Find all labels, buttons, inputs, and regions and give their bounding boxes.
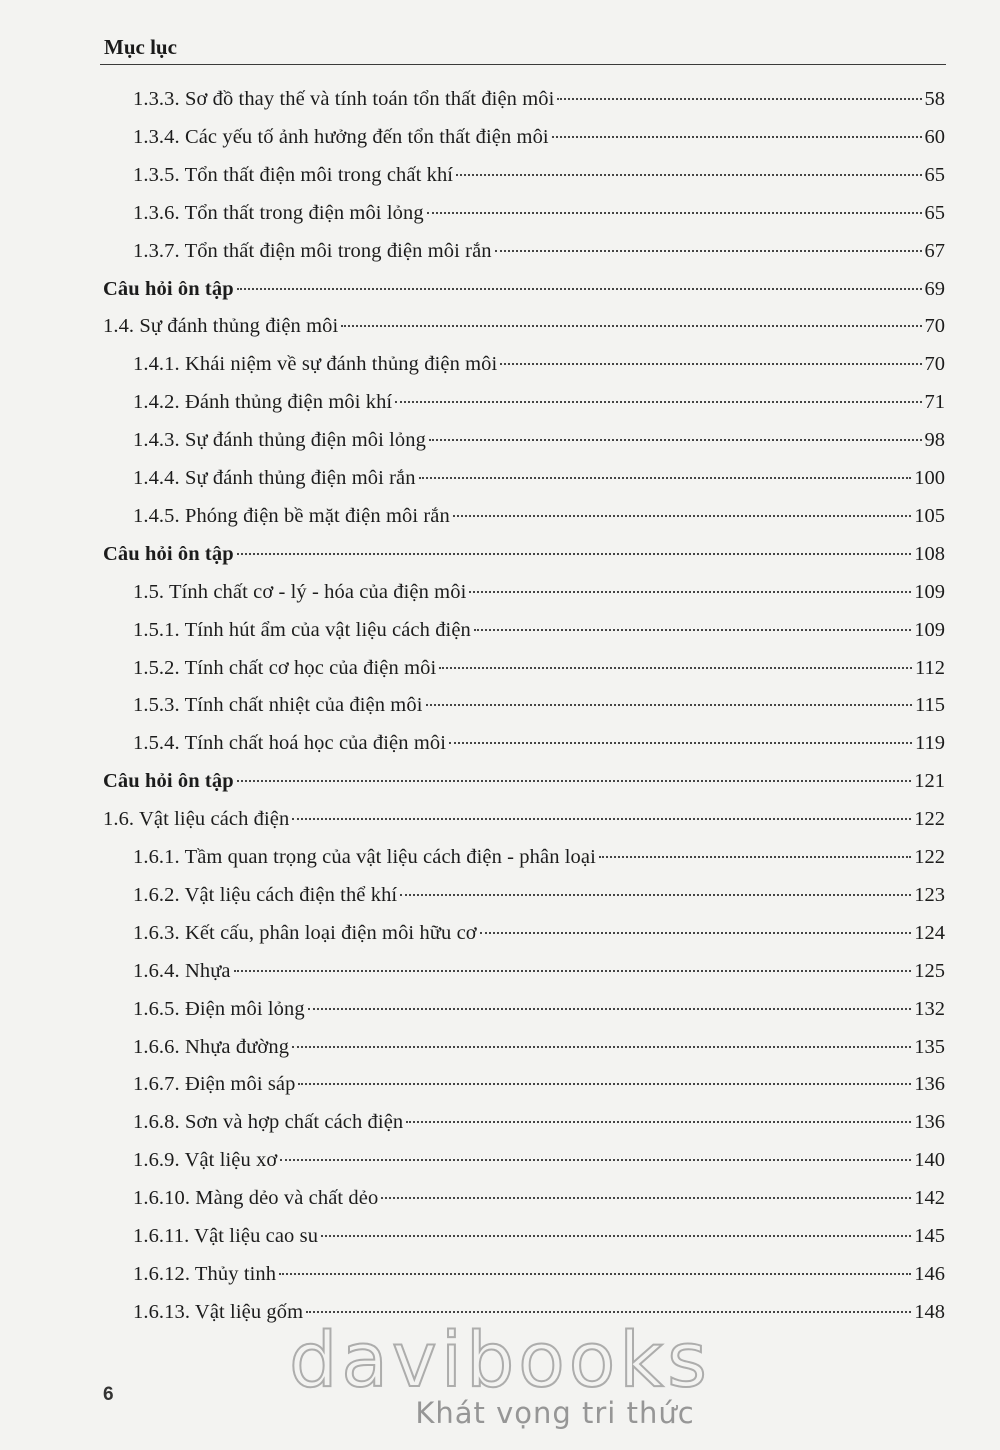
dot-leader	[453, 515, 911, 517]
toc-entry-page: 67	[924, 239, 945, 262]
toc-entry[interactable]	[103, 345, 945, 383]
toc-entry-page: 122	[914, 846, 945, 868]
toc-entry-title: 1.4.3. Sự đánh thủng điện môi lỏng	[133, 429, 426, 452]
dot-leader	[474, 629, 911, 631]
toc-entry-title: 1.4. Sự đánh thủng điện môi	[103, 315, 339, 338]
toc-entry-page: 121	[914, 770, 945, 793]
toc-entry-page: 109	[914, 618, 945, 641]
dot-leader	[469, 591, 911, 593]
dot-leader	[298, 1083, 911, 1085]
dot-leader	[292, 818, 911, 820]
header-title: Mục lục	[104, 35, 177, 59]
toc-entry-page: 148	[914, 1300, 945, 1323]
toc-entry-page: 135	[914, 1035, 945, 1058]
toc-entry[interactable]	[103, 1217, 945, 1255]
toc-entry[interactable]	[103, 876, 945, 914]
toc-entry-title: 1.6.8. Sơn và hợp chất cách điện	[133, 1111, 404, 1134]
toc-entry-page: 136	[914, 1111, 945, 1134]
toc-entry[interactable]	[103, 1028, 945, 1066]
dot-leader	[419, 477, 912, 479]
toc-entry[interactable]	[103, 686, 945, 724]
toc-entry-title: 1.6.7. Điện môi sáp	[133, 1073, 296, 1096]
dot-leader	[381, 1197, 911, 1199]
toc-entry[interactable]	[103, 1103, 945, 1141]
toc-entry[interactable]	[103, 497, 945, 535]
toc-entry[interactable]	[103, 459, 945, 497]
toc-entry-title: 1.4.5. Phóng điện bề mặt điện môi rắn	[133, 504, 450, 527]
toc-entry[interactable]	[103, 649, 945, 687]
dot-leader	[237, 553, 912, 555]
toc-entry-title: 1.6.12. Thủy tinh	[133, 1262, 277, 1285]
toc-entry-page: 125	[914, 959, 945, 982]
dot-leader	[552, 136, 922, 138]
toc-entry-page: 122	[914, 808, 945, 831]
toc-entry-page: 132	[914, 997, 945, 1020]
toc-entry[interactable]	[103, 1065, 945, 1103]
toc-entry-page: 109	[914, 580, 945, 603]
toc-entry-title: 1.3.5. Tổn thất điện môi trong chất khí	[133, 163, 454, 186]
dot-leader	[426, 704, 913, 706]
toc-entry[interactable]	[103, 1293, 945, 1331]
toc-entry-page: 115	[915, 694, 945, 717]
toc-entry-page: 142	[914, 1187, 945, 1210]
toc-entry-title: 1.5.1. Tính hút ẩm của vật liệu cách điện	[133, 618, 471, 641]
toc-entry-title: 1.6.3. Kết cấu, phân loại điện môi hữu cơ	[133, 921, 477, 944]
toc-entry-title: 1.5.3. Tính chất nhiệt của điện môi	[133, 694, 423, 717]
toc-entry-title: 1.6.6. Nhựa đường	[133, 1035, 290, 1058]
toc-entry[interactable]	[103, 800, 945, 838]
toc-entry[interactable]	[103, 383, 945, 421]
toc-entry-title: 1.3.6. Tổn thất trong điện môi lỏng	[133, 201, 424, 224]
toc-entry-page: 140	[914, 1149, 945, 1172]
dot-leader	[395, 401, 921, 403]
toc-entry[interactable]	[103, 80, 945, 118]
dot-leader	[280, 1159, 911, 1161]
toc-entry-page: 70	[924, 353, 945, 376]
dot-leader	[427, 212, 922, 214]
watermark	[0, 1315, 1000, 1430]
toc-entry[interactable]	[103, 573, 945, 611]
dot-leader	[456, 174, 921, 176]
dot-leader	[599, 856, 911, 858]
toc-entry[interactable]	[103, 990, 945, 1028]
toc-entry-page: 98	[924, 429, 945, 452]
toc-entry[interactable]	[103, 1179, 945, 1217]
dot-leader	[439, 667, 912, 669]
toc-entry-page: 119	[915, 732, 945, 755]
toc-entry[interactable]	[103, 307, 945, 345]
toc-entry-page: 71	[924, 391, 945, 414]
toc-entry[interactable]	[103, 535, 945, 573]
toc-entry-page: 112	[915, 656, 945, 679]
watermark-slogan: Khát vọng tri thức	[415, 1396, 695, 1430]
toc-entry-title: 1.6.9. Vật liệu xơ	[133, 1149, 278, 1172]
toc-entry-page: 124	[914, 921, 945, 944]
toc-entry-title: 1.3.7. Tổn thất điện môi trong điện môi rắn	[133, 239, 492, 262]
toc-entry-title: 1.6.5. Điện môi lỏng	[133, 997, 305, 1020]
dot-leader	[341, 325, 921, 327]
toc-entry-page: 123	[914, 883, 945, 906]
dot-leader	[406, 1121, 911, 1123]
toc-entry-title: 1.3.3. Sơ đồ thay thế và tính toán tổn thất điện môi	[133, 88, 555, 110]
toc-entry-title: 1.6. Vật liệu cách điện	[103, 808, 290, 831]
toc-entry-title: 1.5.2. Tính chất cơ học của điện môi	[133, 656, 437, 679]
toc-entry-page: 136	[914, 1073, 945, 1096]
dot-leader	[234, 970, 912, 972]
dot-leader	[480, 932, 912, 934]
page-header	[100, 34, 946, 65]
toc-entry-title: 1.6.2. Vật liệu cách điện thể khí	[133, 883, 398, 906]
toc-entry[interactable]	[103, 1141, 945, 1179]
toc-entry-page: 60	[924, 125, 945, 148]
dot-leader	[237, 780, 912, 782]
toc-entry[interactable]	[103, 118, 945, 156]
toc-entry-title: 1.4.1. Khái niệm về sự đánh thủng điện môi	[133, 353, 498, 376]
page-number: 6	[103, 1384, 114, 1405]
dot-leader	[400, 894, 911, 896]
toc-entry[interactable]	[103, 838, 945, 876]
toc-entry-title: 1.4.4. Sự đánh thủng điện môi rắn	[133, 467, 416, 489]
dot-leader	[321, 1235, 911, 1237]
watermark-brand: davibooks	[289, 1315, 711, 1404]
toc-entry-title: 1.6.4. Nhựa	[133, 959, 231, 982]
dot-leader	[449, 742, 912, 744]
dot-leader	[500, 363, 921, 365]
toc-entry-page: 70	[924, 315, 945, 338]
toc-entry-page: 69	[924, 277, 945, 300]
toc-entry-title: 1.6.13. Vật liệu gốm	[133, 1300, 304, 1323]
toc-entry[interactable]	[103, 194, 945, 232]
dot-leader	[429, 439, 922, 441]
toc-entry[interactable]	[103, 914, 945, 952]
toc-entry[interactable]	[103, 952, 945, 990]
toc-entry-title: 1.6.1. Tầm quan trọng của vật liệu cách điện - phân loại	[133, 846, 596, 868]
toc-entry[interactable]	[103, 270, 945, 308]
dot-leader	[557, 98, 921, 100]
dot-leader	[495, 250, 922, 252]
toc-entry-page: 145	[914, 1225, 945, 1247]
toc-entry-page: 58	[924, 88, 945, 110]
toc-entry-page: 100	[914, 467, 945, 489]
toc-entry-page: 146	[914, 1262, 945, 1285]
toc-entry[interactable]	[103, 156, 945, 194]
dot-leader	[292, 1046, 911, 1048]
toc-entry-title: 1.6.10. Màng dẻo và chất dẻo	[133, 1187, 379, 1210]
toc-entry-page: 65	[924, 201, 945, 224]
dot-leader	[237, 288, 922, 290]
dot-leader	[308, 1008, 912, 1010]
toc-entry[interactable]	[103, 232, 945, 270]
toc-entry-title: 1.5.4. Tính chất hoá học của điện môi	[133, 732, 447, 755]
dot-leader	[306, 1311, 911, 1313]
toc-entry[interactable]	[103, 762, 945, 800]
toc-entry[interactable]	[103, 1255, 945, 1293]
toc-entry-title: Câu hỏi ôn tập	[103, 277, 234, 300]
toc-entry-title: 1.6.11. Vật liệu cao su	[133, 1225, 319, 1247]
toc-entry-title: 1.4.2. Đánh thủng điện môi khí	[133, 391, 393, 414]
toc-entry-page: 105	[914, 504, 945, 527]
toc-entry-title: 1.3.4. Các yếu tố ảnh hưởng đến tổn thất điện môi	[133, 125, 549, 148]
toc-entry-title: 1.5. Tính chất cơ - lý - hóa của điện môi	[133, 580, 467, 603]
toc-entry-title: Câu hỏi ôn tập	[103, 542, 234, 565]
toc-entry[interactable]	[103, 421, 945, 459]
toc-entry[interactable]	[103, 611, 945, 649]
toc-entry[interactable]	[103, 724, 945, 762]
dot-leader	[279, 1273, 911, 1275]
toc-entry-title: Câu hỏi ôn tập	[103, 770, 234, 793]
toc-entry-page: 65	[924, 163, 945, 186]
toc-entry-page: 108	[914, 542, 945, 565]
